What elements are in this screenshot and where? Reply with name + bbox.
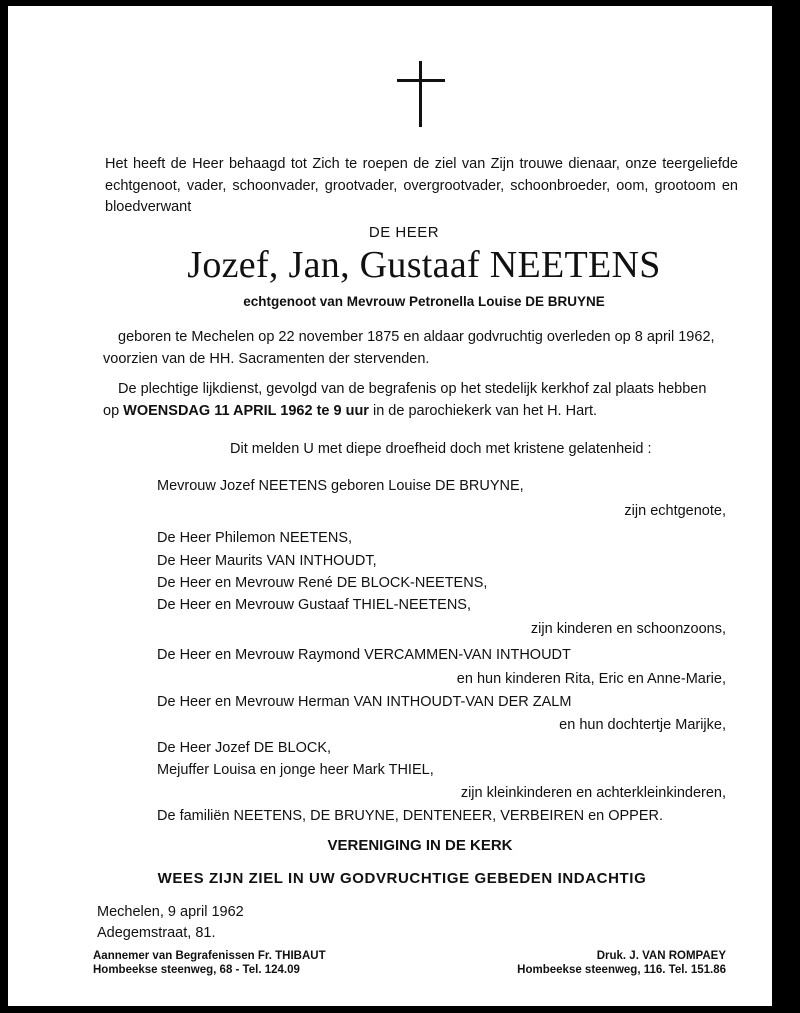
grand-line-1b: en hun kinderen Rita, Eric en Anne-Marie, [456, 671, 726, 687]
birth-line-2: voorzien van de HH. Sacramenten der stervenden. [103, 351, 430, 367]
address: Adegemstraat, 81. [97, 925, 216, 941]
child-line-3: De Heer en Mevrouw René DE BLOCK-NEETENS, [157, 575, 488, 591]
printer-line-1: Druk. J. VAN ROMPAEY [596, 950, 726, 962]
funeral-post: in de parochiekerk van het H. Hart. [372, 403, 598, 419]
grand-line-1: De Heer en Mevrouw Raymond VERCAMMEN-VAN INTHOUDT [157, 647, 571, 663]
undertaker-line-2: Hombeekse steenweg, 68 - Tel. 124.09 [93, 964, 300, 976]
heading-church: VERENIGING IN DE KERK [327, 837, 513, 854]
birth-line-1: geboren te Mechelen op 22 november 1875 en aldaar godvruchtig overleden op 8 april 1962, [118, 329, 715, 345]
place-date: Mechelen, 9 april 1962 [97, 904, 244, 920]
funeral-pre: op [103, 403, 120, 419]
memorial-card [8, 6, 782, 1006]
heading-prayer: WEES ZIJN ZIEL IN UW GODVRUCHTIGE GEBEDEN INDACHTIG [157, 870, 647, 887]
grand-line-4: Mejuffer Louisa en jonge heer Mark THIEL, [157, 762, 434, 778]
child-line-1: De Heer Philemon NEETENS, [157, 530, 353, 546]
spouse-line: echtgenoot van Mevrouw Petronella Louise DE BRUYNE [243, 294, 605, 309]
funeral-line-1: De plechtige lijkdienst, gevolgd van de begrafenis op het stedelijk kerkhof zal plaats hebben [118, 381, 707, 397]
announcement: Dit melden U met diepe droefheid doch met kristene gelatenheid : [230, 441, 652, 457]
grand-line-2b: en hun dochtertje Marijke, [559, 717, 726, 733]
grand-line-2: De Heer en Mevrouw Herman VAN INTHOUDT-VAN DER ZALM [157, 694, 572, 710]
child-line-4: De Heer en Mevrouw Gustaaf THIEL-NEETENS, [157, 597, 472, 613]
children-role: zijn kinderen en schoonzoons, [530, 621, 726, 637]
deceased-name: Jozef, Jan, Gustaaf NEETENS [187, 244, 661, 286]
funeral-line-2 [103, 401, 597, 422]
child-line-2: De Heer Maurits VAN INTHOUDT, [157, 553, 377, 569]
undertaker-line-1: Aannemer van Begrafenissen Fr. THIBAUT [93, 950, 326, 962]
cross-icon [397, 61, 445, 127]
title-prefix: DE HEER [368, 224, 440, 241]
grand-line-3: De Heer Jozef DE BLOCK, [157, 740, 332, 756]
grand-role: zijn kleinkinderen en achterkleinkinderen, [460, 785, 726, 801]
widow-line: Mevrouw Jozef NEETENS geboren Louise DE BRUYNE, [157, 478, 524, 494]
intro-text: Het heeft de Heer behaagd tot Zich te roepen de ziel van Zijn trouwe dienaar, onze teergeliefde echtgenoot, vader, schoonvader, grootvader, overgrootvader, schoonbroeder, oom, grootoom en bloedverwant [105, 156, 738, 215]
printer-line-2: Hombeekse steenweg, 116. Tel. 151.86 [517, 964, 726, 976]
funeral-date: WOENSDAG 11 APRIL 1962 te 9 uur [123, 403, 369, 419]
families-line: De familiën NEETENS, DE BRUYNE, DENTENEER, VERBEIREN en OPPER. [157, 808, 664, 824]
widow-role: zijn echtgenote, [624, 503, 726, 519]
